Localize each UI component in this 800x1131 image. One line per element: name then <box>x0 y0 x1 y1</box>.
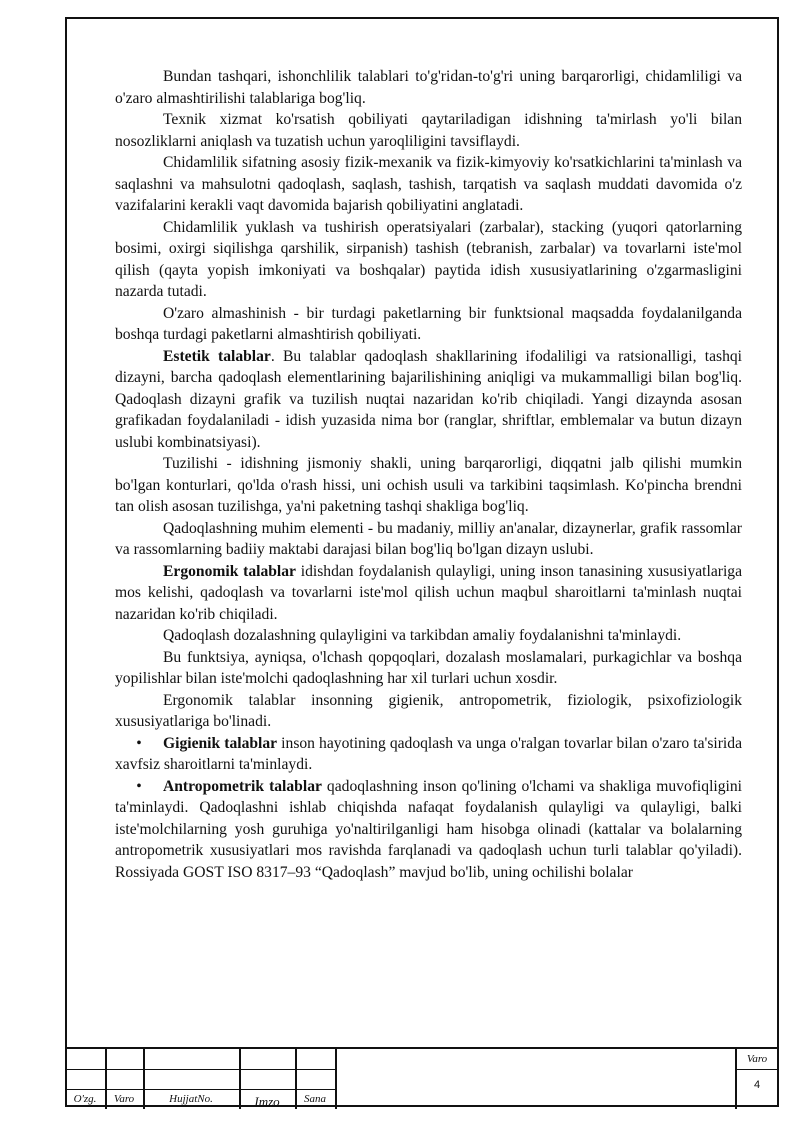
paragraph-text: idishdan foydalanish qulayligi, uning inson tanasining xususiyatlariga mos kelishi, qadoqlash va tovarlarni iste'mol qilish uchun maqbul sharoitlarni ta'minlash nuqtai nazaridan ko'rib chiqiladi. <box>115 562 742 623</box>
paragraph: Tuzilishi - idishning jismoniy shakli, uning barqarorligi, diqqatni jalb qilishi mumkin bo'lgan konturlari, qo'lda o'rash hissi, uni ochish usuli va tarkibini taqsimlash. Ko'pincha brendni tan olish asosan tuzilishga, ya'ni paketning tashqi shakliga bog'liq. <box>115 455 742 515</box>
heading-antropometrik: Antropometrik talablar <box>163 777 322 795</box>
paragraph-ergonomik <box>115 561 742 626</box>
stamp-row-line <box>65 1069 335 1070</box>
heading-ergonomik: Ergonomik talablar <box>163 562 296 580</box>
paragraph-text: qadoqlashning inson qo'lining o'lchami va shakliga muvofiqligini ta'minlaydi. Qadoqlashni ishlab chiqishda nafaqat foydalanish qulayligi va qulayligi, balki iste'molchilarning yosh guruhiga yo'naltirilganligi ham hisobga olinadi (kattalar va bolalarning antropometrik xususiyatlari mos ravishda farqlanadi va qadoqlash uchun turli talablar qo'yiladi). Rossiyada GOST ISO 8317–93 “Qadoqlash” mavjud bo'lib, uning ochilishi bolalar <box>115 777 742 881</box>
stamp-divider <box>335 1049 337 1109</box>
paragraph-estetik <box>115 346 742 454</box>
title-block <box>65 1047 779 1109</box>
paragraph: Chidamlilik yuklash va tushirish operatsiyalari (zarbalar), stacking (yuqori qatorlarning bosimi, oxirgi siqilishga qarshilik, sirpanish) tashish (tebranish, zarbalar) va tovarlarni iste'mol qilish (qayta yopish imkoniyati va boshqalar) paytida idish xususiyatlarining o'zgarmasligini nazarda tutadi. <box>115 218 742 300</box>
stamp-label-ozg: O'zg. <box>73 1093 97 1105</box>
stamp-label-sana: Sana <box>304 1093 326 1105</box>
paragraph: O'zaro almashinish - bir turdagi paketlarning bir funktsional maqsadda foydalanilganda boshqa turdagi paketlarni almashtirish qobiliyati. <box>115 304 742 343</box>
heading-estetik: Estetik talablar <box>163 347 271 365</box>
page-number: 4 <box>753 1079 761 1091</box>
paragraph: Texnik xizmat ko'rsatish qobiliyati qaytariladigan idishning ta'mirlash yo'li bilan nosozliklarni aniqlash va tuzatish uchun yaroqliligini tavsiflaydi. <box>115 111 742 150</box>
bullet-icon: • <box>136 777 142 795</box>
paragraph: Qadoqlashning muhim elementi - bu madaniy, milliy an'analar, dizaynerlar, grafik rassomlar va rassomlarning badiiy maktabi darajasi bilan bog'liq bo'lgan dizayn uslubi. <box>115 519 742 558</box>
heading-gigienik: Gigienik talablar <box>163 734 278 752</box>
stamp-label-varo: Varo <box>113 1093 135 1105</box>
stamp-label-page: Varo <box>746 1053 768 1065</box>
stamp-row-line <box>735 1069 779 1070</box>
bullet-antropometrik <box>115 776 742 884</box>
paragraph: Qadoqlash dozalashning qulayligini va tarkibdan amaliy foydalanishni ta'minlaydi. <box>163 627 682 644</box>
stamp-row-line <box>65 1089 335 1090</box>
paragraph: Bu funktsiya, ayniqsa, o'lchash qopqoqlari, dozalash moslamalari, purkagichlar va boshqa yopilishlar bilan iste'molchi qadoqlashning har xil turlari uchun xosdir. <box>115 648 742 687</box>
paragraph: Bundan tashqari, ishonchlilik talablari to'g'ridan-to'g'ri uning barqarorligi, chidamliligi va o'zaro almashtirilishi talablariga bog'liq. <box>115 68 742 107</box>
bullet-icon: • <box>136 734 142 752</box>
document-body <box>115 66 742 883</box>
paragraph-text: . Bu talablar qadoqlash shakllarining ifodaliligi va ratsionalligi, tashqi dizayni, barcha qadoqlash elementlarining bajarilishining aniqligi va mukammalligi bilan bog'liq. Qadoqlash dizayni grafik va tuzilish nuqtai nazaridan ko'rib chiqiladi. Yangi dizaynda asosan grafikadan foydalaniladi - idish yuzasida nima bor (ranglar, shriftlar, emblemalar va butun dizayn uslubi kombinatsiyasi). <box>115 347 742 451</box>
stamp-label-imzo: Imzo <box>254 1094 280 1109</box>
paragraph: Ergonomik talablar insonning gigienik, antropometrik, fiziologik, psixofiziologik xususiyatlariga bo'linadi. <box>115 691 742 730</box>
paragraph-text: inson hayotining qadoqlash va unga o'ralgan tovarlar bilan o'zaro ta'sirida xavfsiz sharoitlarni ta'minlaydi. <box>115 734 742 773</box>
paragraph: Chidamlilik sifatning asosiy fizik-mexanik va fizik-kimyoviy ko'rsatkichlarini ta'minlash va saqlashni va mahsulotni qadoqlash, saqlash, tashish, tarqatish va saqlash muddati davomida o'z vazifalarini kerakli vaqt davomida bajarish qobiliyatini anglatadi. <box>115 154 742 214</box>
stamp-label-hujjat: HujjatNo. <box>169 1093 213 1105</box>
bullet-gigienik <box>115 733 742 776</box>
